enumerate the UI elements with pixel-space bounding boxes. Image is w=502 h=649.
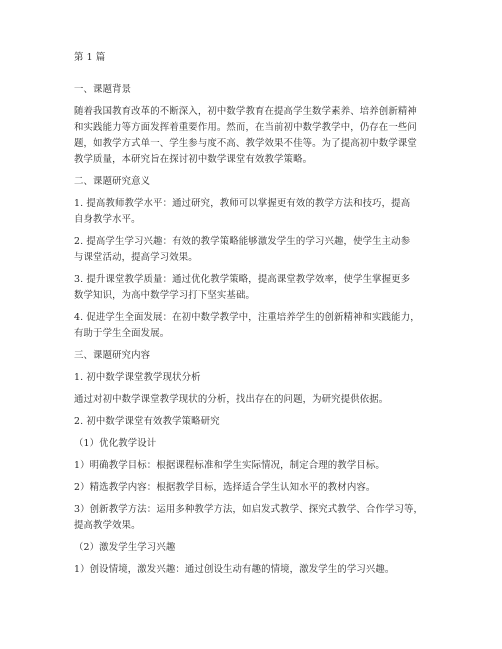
subsection-title: 1. 初中数学课堂教学现状分析 xyxy=(74,372,201,383)
list-item-line: 3. 提升课堂教学质量：通过优化教学策略，提高课堂教学效率，使学生掌握更多 xyxy=(74,274,411,285)
paragraph-line: 通过对初中数学课堂教学现状的分析，找出存在的问题，为研究提供依据。 xyxy=(74,394,389,405)
part-title: 第 1 篇 xyxy=(74,52,106,63)
list-item-line: 1）明确教学目标：根据课程标准和学生实际情况，制定合理的教学目标。 xyxy=(74,460,385,471)
list-item-line: 3）创新教学方法：运用多种教学方法，如启发式教学、探究式教学、合作学习等， xyxy=(74,504,424,515)
paragraph-line: 题，如教学方式单一、学生参与度不高、教学效果不佳等。为了提高初中数学课堂 xyxy=(74,138,417,149)
paragraph-line: 随着我国教育改革的不断深入，初中数学教育在提高学生数学素养、培养创新精神 xyxy=(74,106,417,117)
subsection-title: 2. 初中数学课堂有效教学策略研究 xyxy=(74,416,220,427)
list-item-line: 提高教学效果。 xyxy=(74,520,141,531)
list-item-line: 有助于学生全面发展。 xyxy=(74,328,170,339)
section-heading-content: 三、课题研究内容 xyxy=(74,350,151,361)
list-item-line: 2. 提高学生学习兴趣：有效的教学策略能够激发学生的学习兴趣，使学生主动参 xyxy=(74,236,411,247)
section-heading-significance: 二、课题研究意义 xyxy=(74,176,151,187)
list-item-line: 与课堂活动，提高学习效果。 xyxy=(74,252,198,263)
section-heading-background: 一、课题背景 xyxy=(74,84,132,95)
list-item-line: 数学知识，为高中数学学习打下坚实基础。 xyxy=(74,290,255,301)
group-title: （2）激发学生学习兴趣 xyxy=(74,542,176,553)
list-item-line: 自身教学水平。 xyxy=(74,214,141,225)
list-item-line: 1）创设情境，激发兴趣：通过创设生动有趣的情境，激发学生的学习兴趣。 xyxy=(74,564,395,575)
list-item-line: 4. 促进学生全面发展：在初中数学教学中，注重培养学生的创新精神和实践能力， xyxy=(74,312,420,323)
list-item-line: 2）精选教学内容：根据教学目标，选择适合学生认知水平的教材内容。 xyxy=(74,482,376,493)
group-title: （1）优化教学设计 xyxy=(74,438,157,449)
paragraph-line: 和实践能力等方面发挥着重要作用。然而，在当前初中数学教学中，仍存在一些问 xyxy=(74,122,417,133)
paragraph-line: 教学质量，本研究旨在探讨初中数学课堂有效教学策略。 xyxy=(74,154,313,165)
list-item-line: 1. 提高教师教学水平：通过研究，教师可以掌握更有效的教学方法和技巧，提高 xyxy=(74,198,411,209)
